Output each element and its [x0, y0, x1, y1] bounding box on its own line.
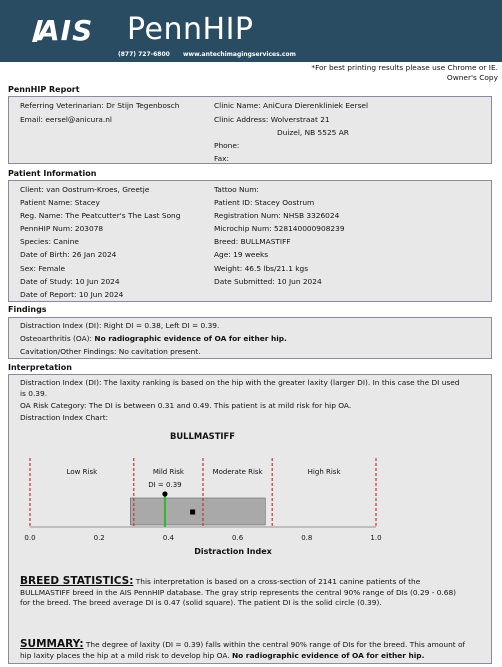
patient-section-title: Patient Information: [8, 169, 97, 178]
breed-average-point: [190, 510, 195, 515]
findings-oa-value: No radiographic evidence of OA for either hip.: [94, 334, 287, 343]
findings-di: Distraction Index (DI): Right DI = 0.38, Left DI = 0.39.: [20, 321, 220, 330]
breed: Breed: BULLMASTIFF: [214, 237, 291, 246]
breed-stats-line3: for the breed. The breed average DI is 0.47 (solid square). The patient DI is the solid circle (0.39).: [20, 598, 382, 608]
interp-di-line2: is 0.39.: [20, 389, 48, 398]
risk-zone-label-2: Moderate Risk: [212, 468, 263, 476]
summary-line1: The degree of laxity (DI = 0.39) falls within the central 90% range of DIs for the breed. This amount of: [85, 640, 466, 649]
chart-title: BULLMASTIFF: [170, 431, 235, 441]
summary-line2: hip laxity places the hip at a mild risk to develop hip OA.: [20, 650, 232, 660]
date-of-birth: Date of Birth: 26 Jan 2024: [20, 250, 117, 259]
breed-stats-line2: BULLMASTIFF breed in the AIS PennHIP database. The gray strip represents the central 90% range of DIs (0.29 - 0.68): [20, 587, 457, 597]
risk-zone-label-1: Mild Risk: [152, 468, 184, 476]
print-notice: [311, 63, 498, 83]
interp-di-line1: Distraction Index (DI): The laxity ranking is based on the hip with the greater laxity (larger DI). In this case the DI used: [20, 378, 460, 387]
brand-pennhip: PennHIP: [127, 12, 254, 47]
microchip-num: Microchip Num: 528140000908239: [214, 224, 345, 233]
findings-box: [8, 317, 492, 359]
print-notice-text: *For best printing results please use Chrome or IE.: [311, 63, 498, 72]
findings-section-title: Findings: [8, 305, 47, 314]
clinic-fax: Fax:: [214, 154, 229, 163]
age: Age: 19 weeks: [214, 250, 269, 259]
report-box: [8, 96, 492, 164]
findings-oa: [20, 334, 287, 343]
summary-paragraph: [20, 639, 488, 661]
clinic-name: Clinic Name: AniCura Dierenkliniek Eersel: [214, 101, 369, 110]
clinic-phone: Phone:: [214, 141, 240, 150]
patient-di-label: DI = 0.39: [148, 481, 182, 489]
x-tick-label-4: 0.8: [301, 534, 313, 542]
breed-stats-line1: This interpretation is based on a cross-section of 2141 canine patients of the: [135, 577, 421, 586]
registration-num: Registration Num: NHSB 3326024: [214, 211, 340, 220]
breed-stats-paragraph: [20, 576, 488, 609]
patient-di-point: [162, 491, 167, 496]
risk-zone-label-0: Low Risk: [66, 468, 98, 476]
patient-id: Patient ID: Stacey Oostrum: [214, 198, 315, 207]
findings-cavitation: Cavitation/Other Findings: No cavitation present.: [20, 347, 201, 356]
x-axis-label: Distraction Index: [194, 547, 272, 556]
brand-url[interactable]: www.antechimagingservices.com: [183, 51, 296, 58]
referring-vet: Referring Veterinarian: Dr Stijn Tegenbosch: [20, 101, 180, 110]
weight: Weight: 46.5 lbs/21.1 kgs: [214, 264, 309, 273]
findings-oa-label: Osteoarthritis (OA):: [20, 334, 95, 343]
owners-copy-label: Owner's Copy: [446, 73, 498, 82]
x-tick-label-3: 0.6: [232, 534, 244, 542]
clinic-address-city: Duizel, NB 5525 AR: [277, 128, 349, 137]
interp-risk: OA Risk Category: The DI is between 0.31 and 0.49. This patient is at mild risk for hip OA.: [20, 401, 352, 410]
sex: Sex: Female: [20, 264, 66, 273]
date-of-report: Date of Report: 10 Jun 2024: [20, 290, 124, 299]
date-submitted: Date Submitted: 10 Jun 2024: [214, 277, 322, 286]
report-section-title: PennHIP Report: [8, 85, 80, 94]
interp-chart-label: Distraction Index Chart:: [20, 413, 109, 422]
breed-stats-heading: BREED STATISTICS:: [20, 575, 134, 587]
tattoo-num: Tattoo Num:: [214, 185, 259, 194]
clinic-address: Clinic Address: Wolverstraat 21: [214, 115, 330, 124]
x-tick-label-2: 0.4: [162, 534, 174, 542]
brand-phone: (877) 727-6800: [118, 51, 170, 58]
summary-line2-bold: No radiographic evidence of OA for either hip.: [231, 650, 425, 660]
x-tick-label-5: 1.0: [370, 534, 382, 542]
risk-zone-label-3: High Risk: [307, 468, 341, 476]
patient-box: [8, 180, 492, 302]
header-banner: [0, 0, 502, 62]
brand-ais: AIS: [38, 14, 94, 47]
patient-name: Patient Name: Stacey: [20, 198, 100, 207]
pennhip-num: PennHIP Num: 203078: [20, 224, 104, 233]
di-chart: [0, 440, 502, 560]
x-tick-label-1: 0.2: [93, 534, 105, 542]
summary-heading: SUMMARY:: [20, 638, 84, 650]
species: Species: Canine: [20, 237, 79, 246]
email: Email: eersel@anicura.nl: [20, 115, 112, 124]
x-tick-label-0: 0.0: [24, 534, 36, 542]
date-of-study: Date of Study: 10 Jun 2024: [20, 277, 120, 286]
interpretation-section-title: Interpretation: [8, 363, 72, 372]
client: Client: van Oostrum-Kroes, Greetje: [20, 185, 150, 194]
reg-name: Reg. Name: The Peatcutter's The Last Song: [20, 211, 181, 220]
range-90-strip: [130, 498, 265, 525]
